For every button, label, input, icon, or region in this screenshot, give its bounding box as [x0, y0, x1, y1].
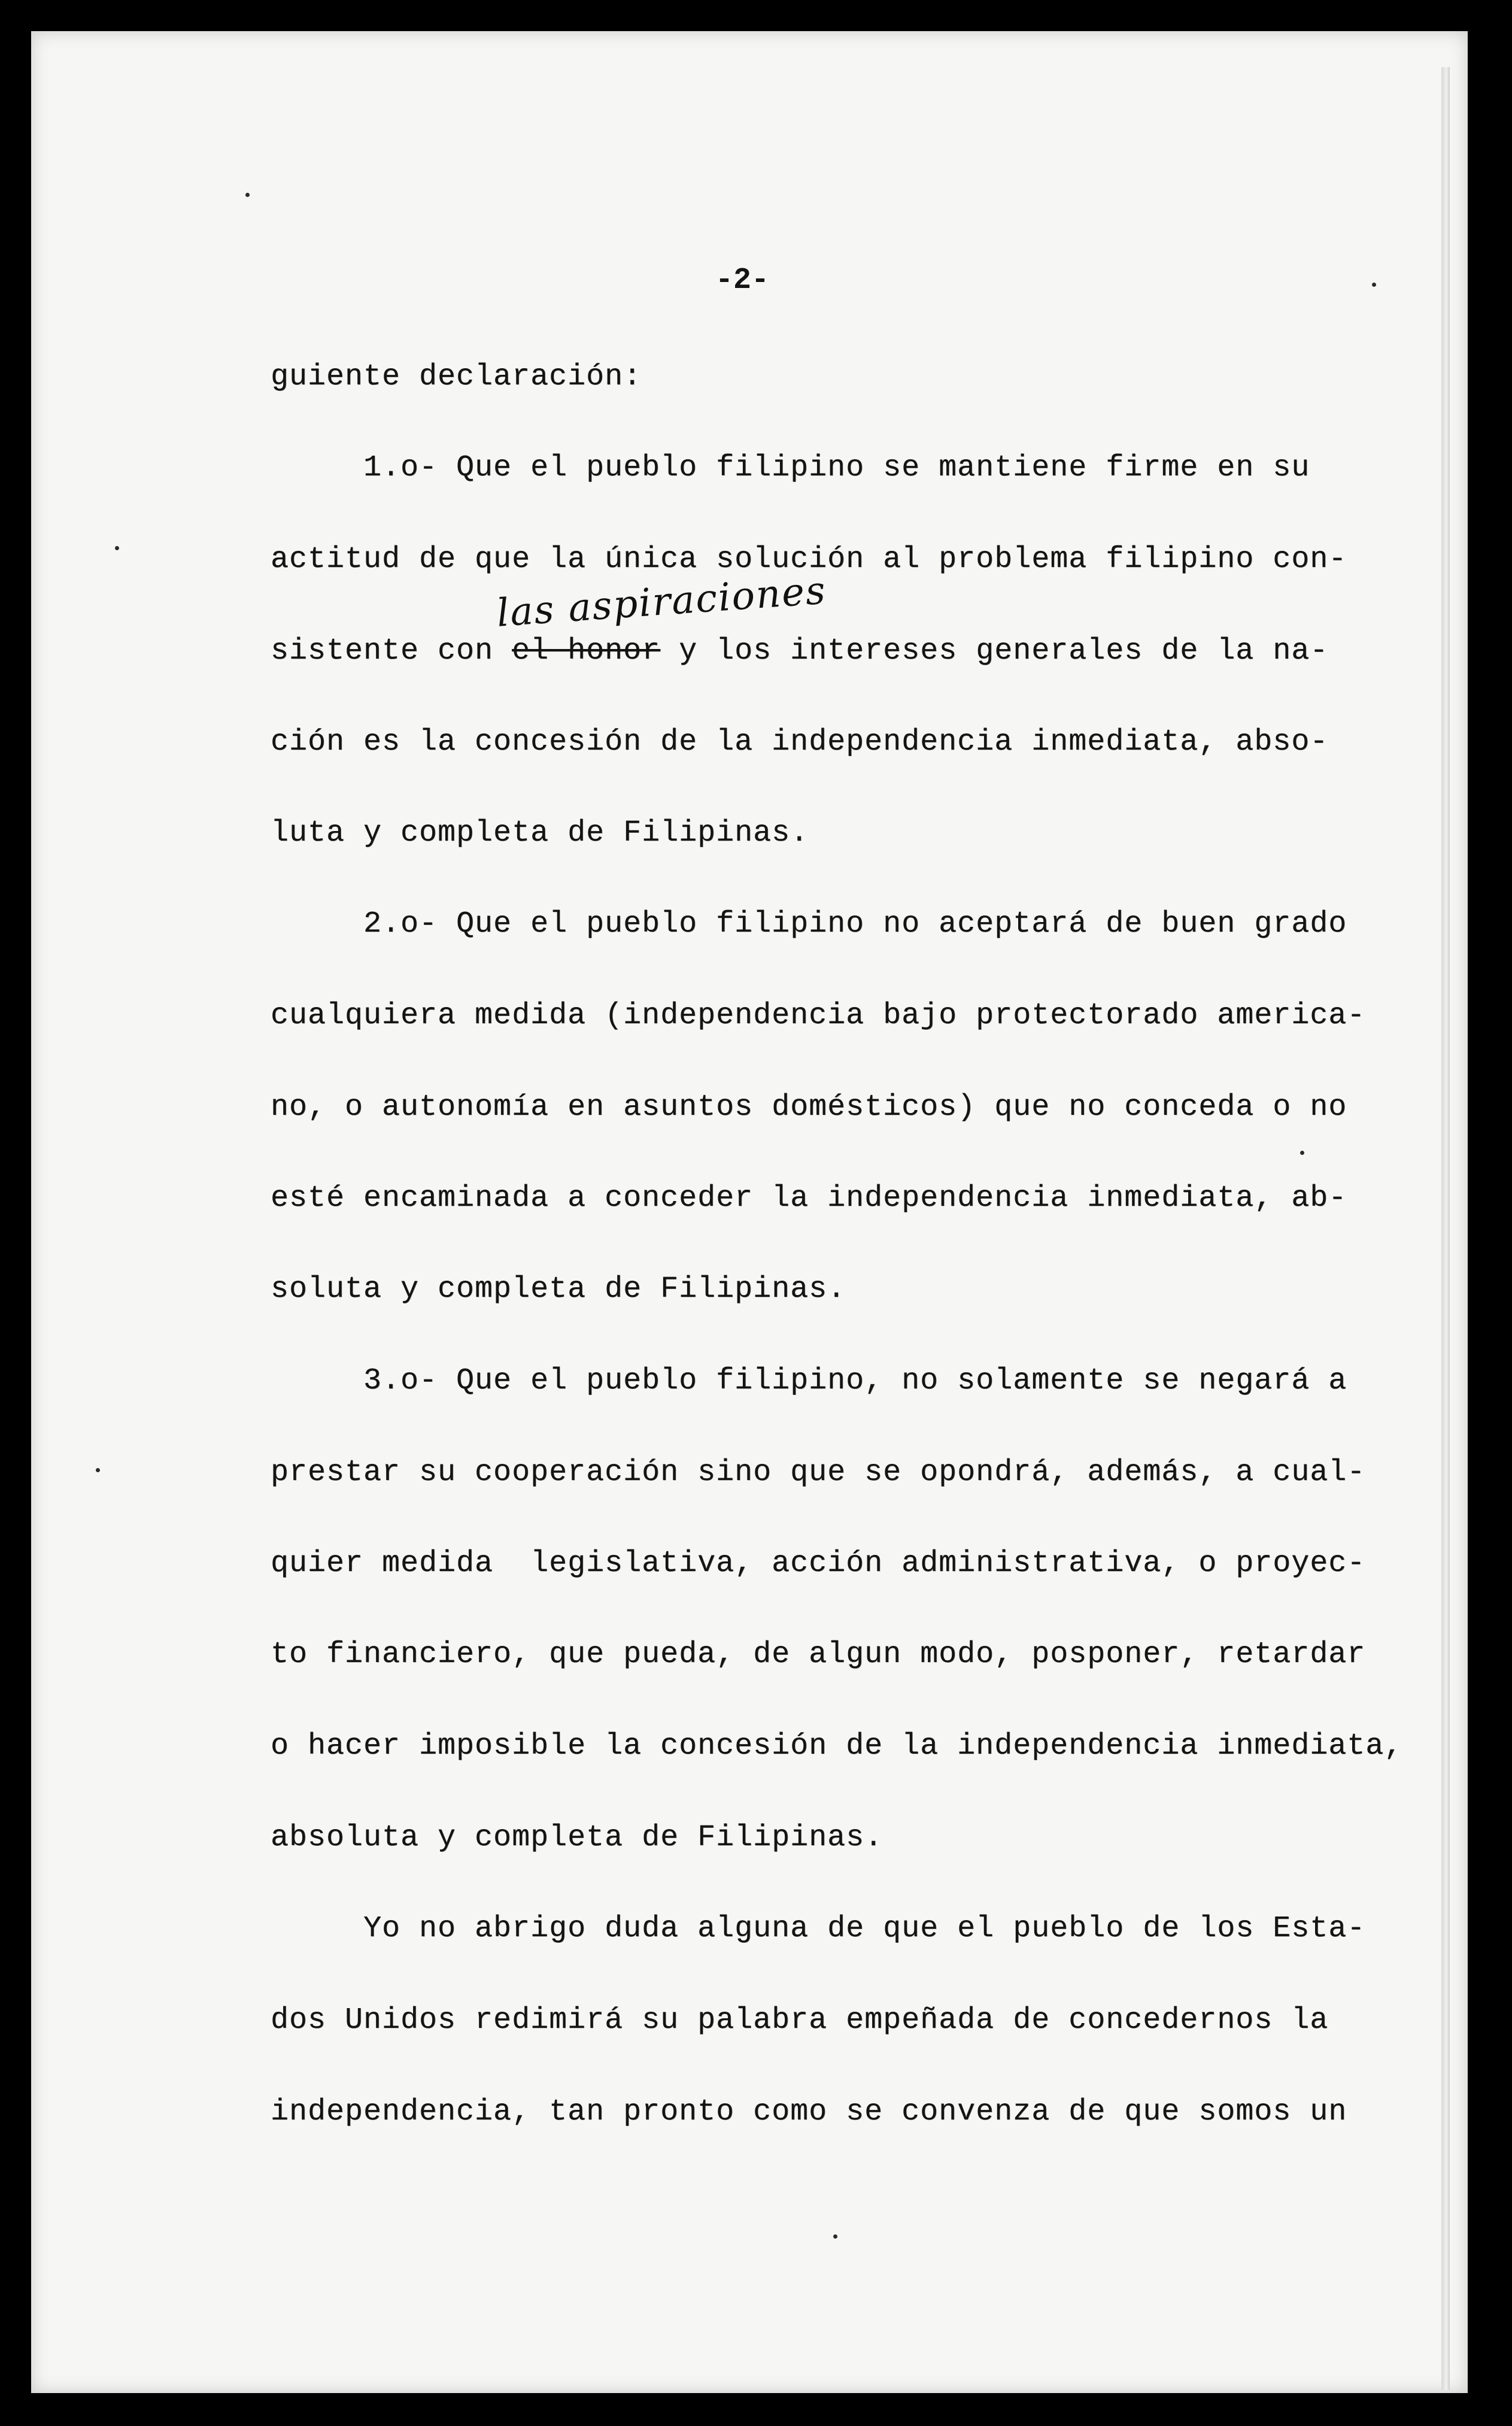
- text-line: [271, 2003, 1328, 2039]
- text-line: [271, 815, 809, 851]
- page-edge: [1441, 67, 1450, 2390]
- text-line: [271, 998, 1365, 1034]
- text-segment: 1.o- Que el pueblo filipino se mantiene firme en su: [271, 451, 1310, 485]
- struck-text: el honor: [512, 634, 661, 668]
- text-segment: no, o autonomía en asuntos domésticos) que no conceda o no: [271, 1090, 1347, 1124]
- ink-speck: [245, 193, 250, 197]
- text-line: [271, 1455, 1365, 1491]
- text-segment: luta y completa de Filipinas.: [271, 816, 809, 850]
- text-segment: to financiero, que pueda, de algun modo, posponer, retardar: [271, 1637, 1366, 1672]
- text-line: [271, 633, 1328, 669]
- text-line: [271, 450, 1310, 486]
- text-line: [271, 359, 642, 395]
- ink-speck: [1300, 1151, 1304, 1155]
- handwritten-insertion: las aspiraciones: [495, 568, 828, 636]
- text-line: [271, 1272, 846, 1308]
- text-line: [271, 1820, 883, 1856]
- text-segment: sistente con: [271, 634, 512, 668]
- text-segment: prestar su cooperación sino que se opondrá, además, a cual-: [271, 1455, 1366, 1490]
- text-segment: actitud de que la única solución al problema filipino con-: [271, 542, 1347, 577]
- text-segment: guiente declaración:: [271, 360, 642, 394]
- text-line: [271, 1090, 1347, 1126]
- ink-speck: [115, 546, 119, 550]
- text-line: [271, 1546, 1365, 1582]
- text-line: [271, 2094, 1347, 2130]
- ink-speck: [96, 1468, 100, 1472]
- text-line: [271, 1363, 1347, 1399]
- text-segment: o hacer imposible la concesión de la independencia inmediata,: [271, 1729, 1403, 1763]
- text-segment: 3.o- Que el pueblo filipino, no solamente se negará a: [271, 1364, 1347, 1398]
- text-line: [271, 906, 1347, 942]
- text-line: [271, 1181, 1347, 1217]
- text-segment: ción es la concesión de la independencia inmediata, abso-: [271, 725, 1329, 759]
- text-line: [271, 1728, 1402, 1764]
- text-segment: cualquiera medida (independencia bajo protectorado america-: [271, 999, 1366, 1033]
- page-number: -2-: [715, 263, 770, 298]
- text-line: [271, 724, 1328, 760]
- text-segment: y los intereses generales de la na-: [660, 634, 1329, 668]
- ink-speck: [1372, 283, 1376, 287]
- text-line: [271, 1911, 1365, 1947]
- text-segment: esté encaminada a conceder la independencia inmediata, ab-: [271, 1181, 1347, 1215]
- text-segment: dos Unidos redimirá su palabra empeñada de concedernos la: [271, 2003, 1329, 2037]
- text-line: [271, 1637, 1365, 1673]
- text-segment: independencia, tan pronto como se convenza de que somos un: [271, 2095, 1347, 2129]
- text-segment: absoluta y completa de Filipinas.: [271, 1821, 883, 1855]
- text-segment: quier medida legislativa, acción administrativa, o proyec-: [271, 1546, 1366, 1581]
- text-segment: soluta y completa de Filipinas.: [271, 1272, 846, 1306]
- ink-speck: [833, 2234, 837, 2239]
- text-segment: 2.o- Que el pueblo filipino no aceptará de buen grado: [271, 907, 1347, 941]
- text-line: [271, 542, 1347, 578]
- text-segment: Yo no abrigo duda alguna de que el pueblo de los Esta-: [271, 1912, 1366, 1946]
